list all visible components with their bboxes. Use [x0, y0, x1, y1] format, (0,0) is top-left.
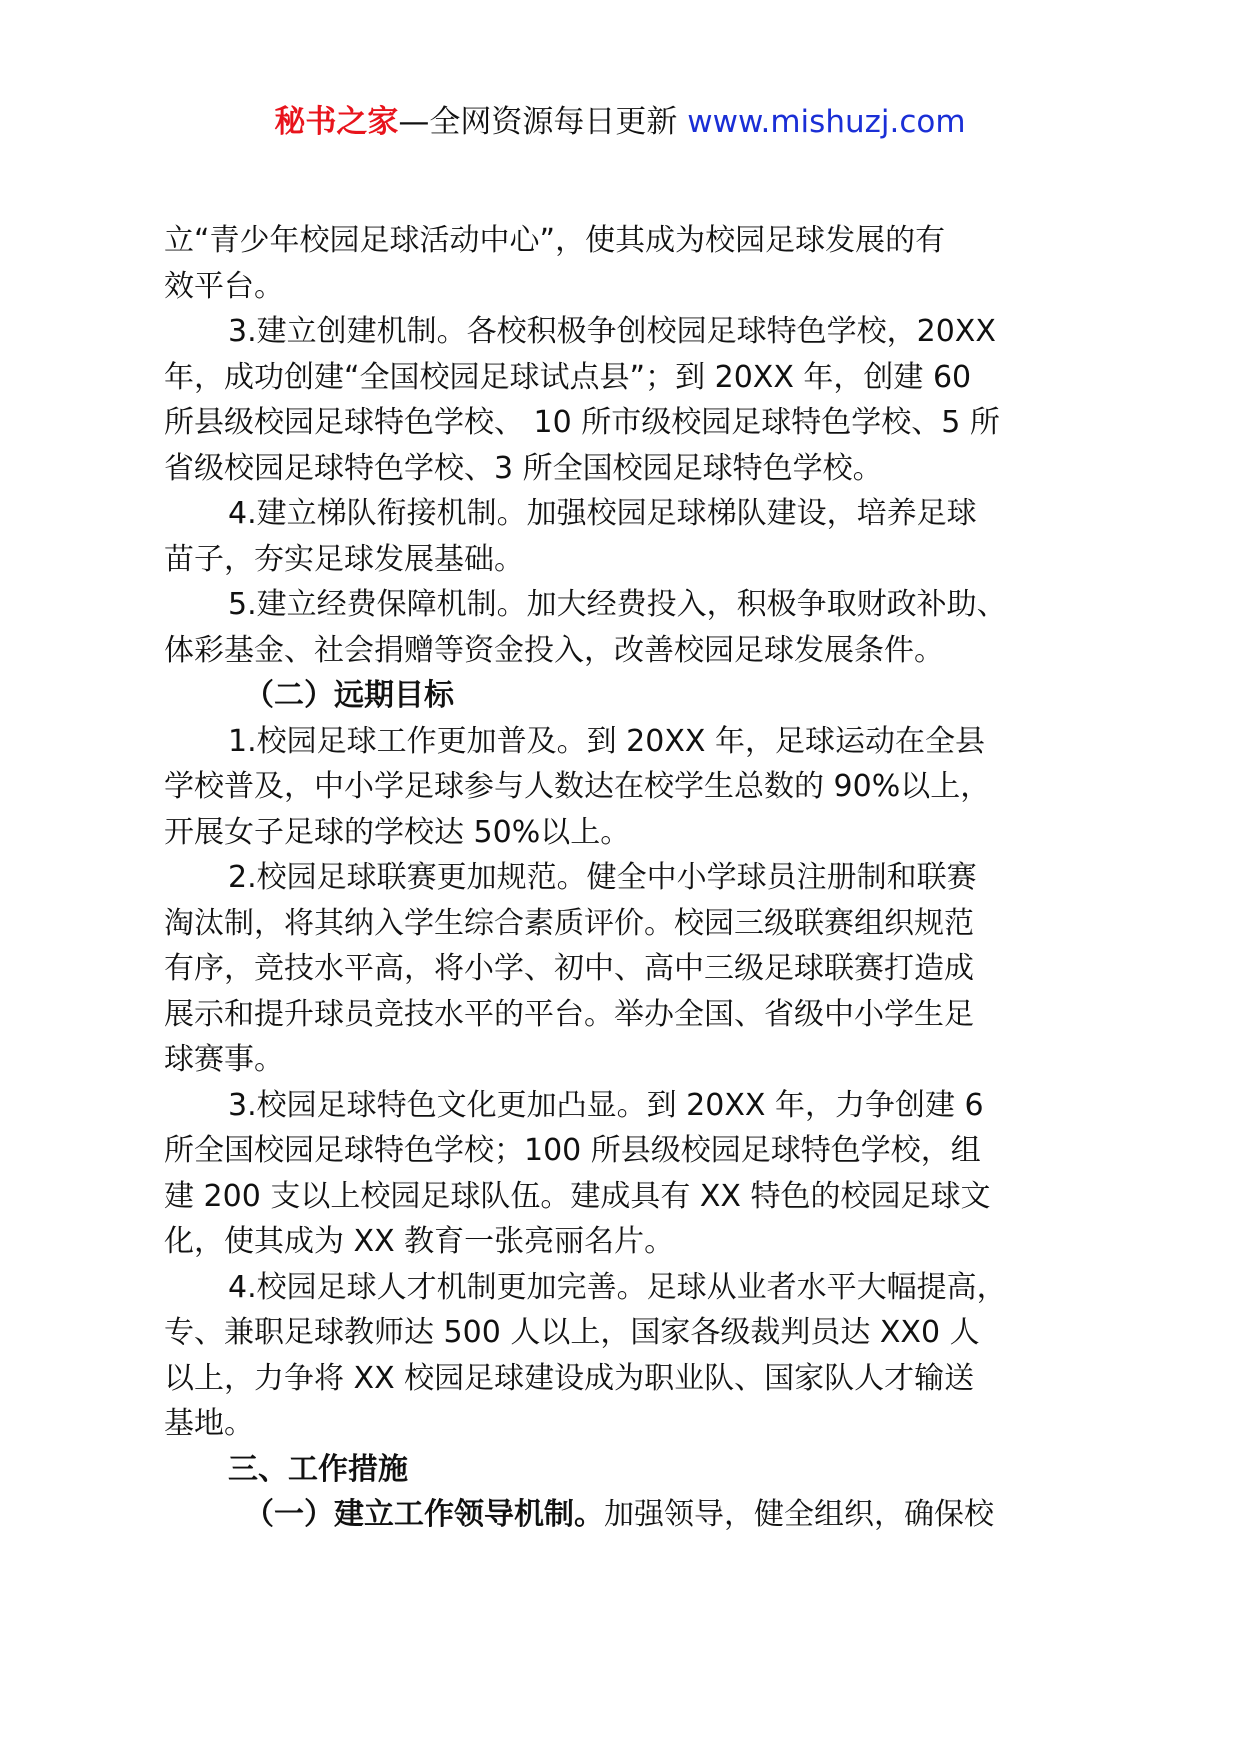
text-line: 以上，力争将 XX 校园足球建设成为职业队、国家队人才输送 [164, 1360, 975, 1396]
paragraph-start: 2.校园足球联赛更加规范。健全中小学球员注册制和联赛 [228, 860, 977, 895]
text-line: 专、兼职足球教师达 500 人以上，国家各级裁判员达 XX0 人 [164, 1315, 980, 1350]
text-line: 建 200 支以上校园足球队伍。建成具有 XX 特色的校园足球文 [164, 1178, 991, 1214]
text-line: 体彩基金、社会捐赠等资金投入，改善校园足球发展条件。 [164, 632, 944, 668]
text-line: 所全国校园足球特色学校；100 所县级校园足球特色学校，组 [164, 1133, 981, 1168]
text-line: 淘汰制，将其纳入学生综合素质评价。校园三级联赛组织规范 [164, 905, 974, 941]
site-brand: 秘书之家 [274, 104, 399, 140]
text-line: 基地。 [164, 1406, 254, 1441]
chapter-heading: 三、工作措施 [228, 1451, 408, 1487]
text-line: 年，成功创建“全国校园足球试点县”；到 20XX 年，创建 60 [164, 359, 972, 395]
paragraph-start [164, 1492, 1094, 1538]
document-body [164, 218, 1094, 1538]
text-line: 苗子，夯实足球发展基础。 [164, 541, 524, 577]
text-line: 立“青少年校园足球活动中心”，使其成为校园足球发展的有 [164, 223, 946, 258]
section-heading: （二）远期目标 [244, 678, 454, 713]
paragraph-start: 4.建立梯队衔接机制。加强校园足球梯队建设，培养足球 [228, 496, 977, 531]
subsection-heading: （一）建立工作领导机制。 [244, 1497, 604, 1532]
paragraph-start: 1.校园足球工作更加普及。到 20XX 年，足球运动在全县 [228, 723, 985, 759]
paragraph-start: 4.校园足球人才机制更加完善。足球从业者水平大幅提高， [228, 1269, 1007, 1305]
paragraph-start: 3.建立创建机制。各校积极争创校园足球特色学校，20XX [228, 314, 996, 349]
text-line: 开展女子足球的学校达 50%以上。 [164, 814, 631, 850]
text-line: 省级校园足球特色学校、3 所全国校园足球特色学校。 [164, 450, 883, 486]
text-run: 加强领导，健全组织，确保校 [604, 1497, 994, 1532]
text-line: 效平台。 [164, 268, 284, 304]
paragraph-start: 5.建立经费保障机制。加大经费投入，积极争取财政补助、 [228, 587, 1007, 622]
site-slogan: —全网资源每日更新 [398, 104, 688, 140]
site-url-link[interactable]: www.mishuzj.com [687, 104, 966, 140]
text-line: 展示和提升球员竞技水平的平台。举办全国、省级中小学生足 [164, 996, 974, 1032]
text-line: 化，使其成为 XX 教育一张亮丽名片。 [164, 1224, 675, 1259]
text-line: 学校普及，中小学足球参与人数达在校学生总数的 90%以上， [164, 769, 991, 804]
text-line: 球赛事。 [164, 1042, 284, 1077]
text-line: 所县级校园足球特色学校、 10 所市级校园足球特色学校、5 所 [164, 405, 1000, 440]
site-header [0, 100, 1240, 144]
text-line: 有序，竞技水平高，将小学、初中、高中三级足球联赛打造成 [164, 951, 974, 986]
paragraph-start: 3.校园足球特色文化更加凸显。到 20XX 年，力争创建 6 [228, 1087, 984, 1123]
